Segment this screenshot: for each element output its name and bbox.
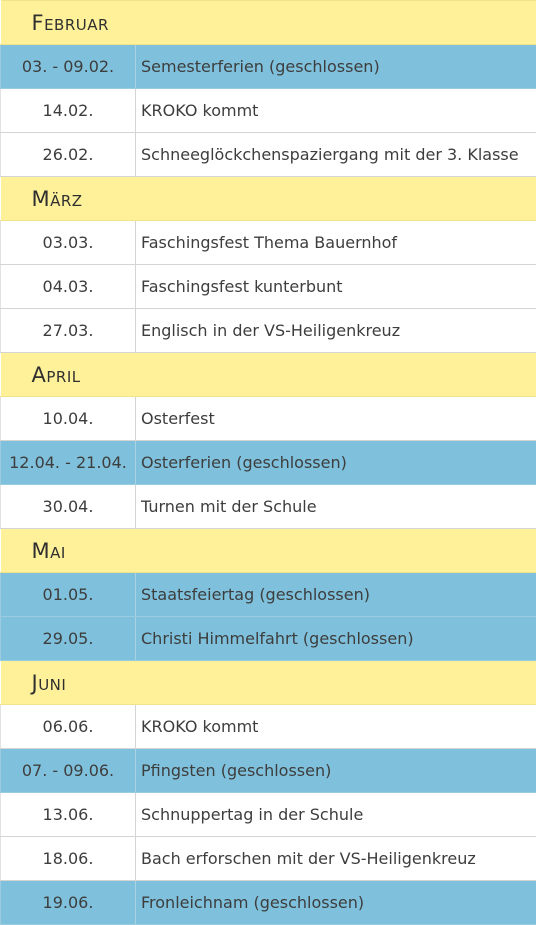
closed-day-row — [1, 617, 536, 661]
event-row — [1, 397, 536, 441]
event-date: 03. - 09.02. — [1, 45, 136, 89]
calendar-body — [1, 1, 536, 925]
event-date: 12.04. - 21.04. — [1, 441, 136, 485]
event-description: Semesterferien (geschlossen) — [136, 45, 536, 89]
event-date: 10.04. — [1, 397, 136, 441]
event-date: 27.03. — [1, 309, 136, 353]
event-row — [1, 221, 536, 265]
event-description: Schneeglöckchenspaziergang mit der 3. Klasse — [136, 133, 536, 177]
month-header-row — [1, 353, 536, 397]
event-date: 18.06. — [1, 837, 136, 881]
event-description: Osterferien (geschlossen) — [136, 441, 536, 485]
event-date: 01.05. — [1, 573, 136, 617]
closed-day-row — [1, 45, 536, 89]
event-row — [1, 485, 536, 529]
event-date: 06.06. — [1, 705, 136, 749]
event-row — [1, 309, 536, 353]
month-title: März — [1, 177, 536, 221]
event-date: 30.04. — [1, 485, 136, 529]
closed-day-row — [1, 881, 536, 925]
event-date: 29.05. — [1, 617, 136, 661]
event-description: KROKO kommt — [136, 705, 536, 749]
event-description: Bach erforschen mit der VS-Heiligenkreuz — [136, 837, 536, 881]
event-date: 14.02. — [1, 89, 136, 133]
month-title: Juni — [1, 661, 536, 705]
event-description: Schnuppertag in der Schule — [136, 793, 536, 837]
event-row — [1, 133, 536, 177]
event-date: 13.06. — [1, 793, 136, 837]
event-date: 19.06. — [1, 881, 136, 925]
event-date: 26.02. — [1, 133, 136, 177]
event-description: Englisch in der VS-Heiligenkreuz — [136, 309, 536, 353]
month-header-row — [1, 1, 536, 45]
event-description: Faschingsfest Thema Bauernhof — [136, 221, 536, 265]
event-description: Faschingsfest kunterbunt — [136, 265, 536, 309]
event-row — [1, 89, 536, 133]
event-description: Christi Himmelfahrt (geschlossen) — [136, 617, 536, 661]
event-description: Pfingsten (geschlossen) — [136, 749, 536, 793]
month-header-row — [1, 529, 536, 573]
event-row — [1, 793, 536, 837]
event-date: 07. - 09.06. — [1, 749, 136, 793]
event-row — [1, 705, 536, 749]
event-date: 03.03. — [1, 221, 136, 265]
event-row — [1, 837, 536, 881]
event-description: Osterfest — [136, 397, 536, 441]
month-header-row — [1, 177, 536, 221]
closed-day-row — [1, 573, 536, 617]
event-description: Fronleichnam (geschlossen) — [136, 881, 536, 925]
event-description: KROKO kommt — [136, 89, 536, 133]
event-date: 04.03. — [1, 265, 136, 309]
event-row — [1, 265, 536, 309]
event-description: Staatsfeiertag (geschlossen) — [136, 573, 536, 617]
month-title: April — [1, 353, 536, 397]
closed-day-row — [1, 441, 536, 485]
month-header-row — [1, 661, 536, 705]
event-description: Turnen mit der Schule — [136, 485, 536, 529]
month-title: Februar — [1, 1, 536, 45]
month-title: Mai — [1, 529, 536, 573]
closed-day-row — [1, 749, 536, 793]
